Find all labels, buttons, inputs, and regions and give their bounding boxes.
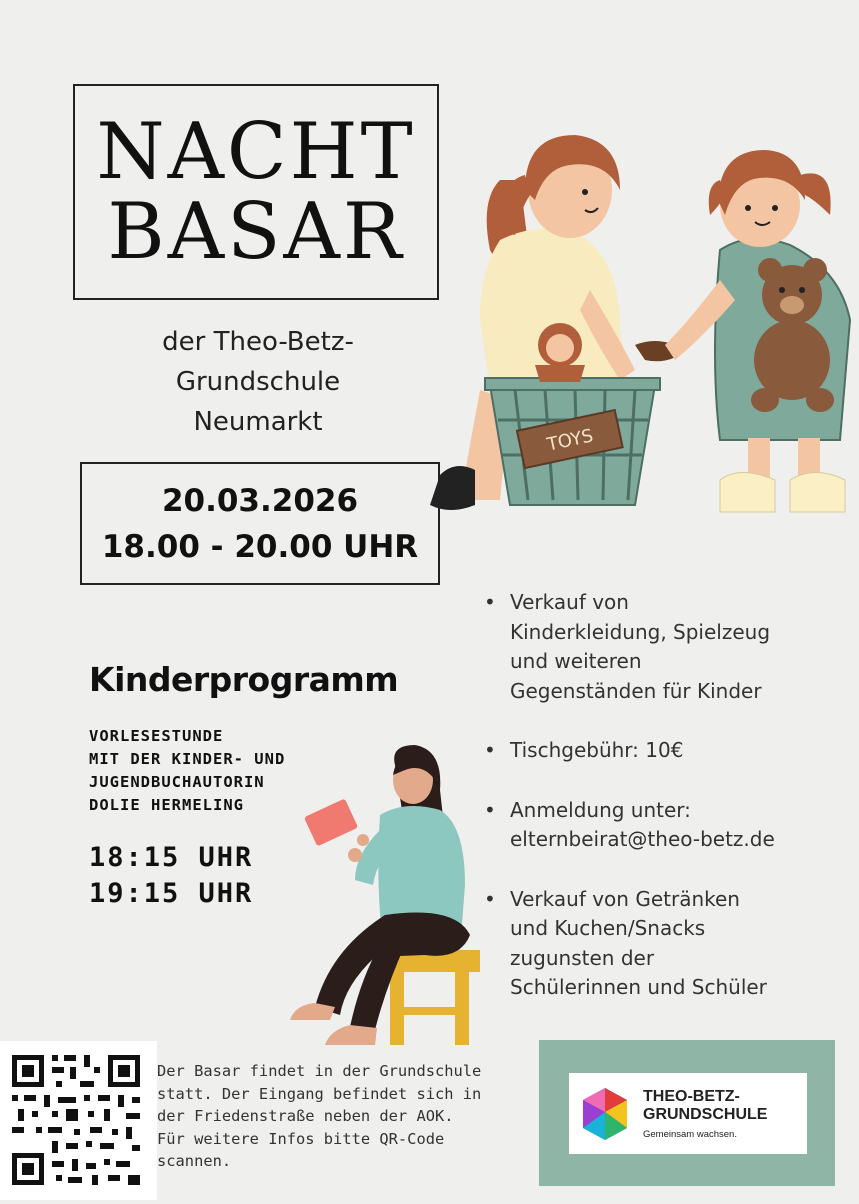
reading-line: JUGENDBUCHAUTORIN bbox=[89, 773, 265, 791]
school-line-1: der Theo-Betz- bbox=[162, 327, 354, 357]
event-date: 20.03.2026 bbox=[161, 482, 359, 519]
venue-info-line: scannen. bbox=[157, 1152, 232, 1170]
school-name bbox=[90, 322, 426, 442]
reading-line: DOLIE HERMELING bbox=[89, 796, 244, 814]
qr-code-graphic bbox=[0, 1041, 157, 1200]
colorful-polyhedron-icon bbox=[575, 1084, 635, 1144]
bullet-table-fee bbox=[484, 736, 854, 766]
svg-text:TOYS: TOYS bbox=[545, 425, 596, 456]
school-line-3: Neumarkt bbox=[193, 407, 323, 437]
venue-info-line: Für weitere Infos bitte QR-Code bbox=[157, 1129, 445, 1148]
reading-time-2: 19:15 UHR bbox=[89, 878, 254, 909]
logo-name-line-1: THEO-BETZ- bbox=[643, 1087, 740, 1105]
logo-name-line-2: GRUNDSCHULE bbox=[643, 1105, 768, 1123]
bullet-refreshments bbox=[484, 885, 854, 1003]
reading-line: MIT DER KINDER- UND bbox=[89, 750, 286, 768]
woman-reading-on-stool-illustration bbox=[285, 745, 485, 1045]
info-bullet-list bbox=[484, 588, 854, 1033]
school-line-2: Grundschule bbox=[175, 367, 341, 397]
kinderprogramm-heading: Kinderprogramm bbox=[89, 660, 399, 699]
school-logo-card bbox=[569, 1073, 807, 1154]
venue-info-line: Der Basar findet in der Grundschule bbox=[157, 1062, 482, 1080]
title-box bbox=[73, 84, 439, 300]
mother-child-toys-illustration bbox=[420, 120, 859, 520]
reading-line: VORLESESTUNDE bbox=[89, 727, 224, 745]
event-time: 18.00 - 20.00 UHR bbox=[101, 528, 419, 565]
title-line-2: BASAR bbox=[107, 187, 405, 277]
logo-school-name bbox=[643, 1088, 767, 1124]
bullet-line: Gegenständen für Kinder bbox=[510, 678, 762, 703]
bullet-sale bbox=[484, 588, 854, 706]
qr-code-icon[interactable] bbox=[0, 1041, 157, 1200]
bullet-line: elternbeirat@theo-betz.de bbox=[510, 827, 775, 851]
bullet-line: • Anmeldung unter: bbox=[510, 797, 691, 822]
reading-time-1: 18:15 UHR bbox=[89, 842, 254, 873]
bullet-line: Kinderkleidung, Spielzeug bbox=[510, 619, 771, 644]
venue-info-text bbox=[157, 1060, 537, 1173]
bullet-line: • Verkauf von Getränken bbox=[510, 886, 740, 911]
venue-info-line: statt. Der Eingang befindet sich in bbox=[157, 1084, 482, 1103]
bullet-line: Schülerinnen und Schüler bbox=[510, 975, 767, 999]
venue-info-line: der Friedenstraße neben der AOK. bbox=[157, 1107, 454, 1125]
date-box bbox=[80, 462, 440, 585]
bullet-line: zugunsten der bbox=[510, 945, 655, 970]
bullet-line: und weiteren bbox=[510, 649, 642, 673]
bullet-line: und Kuchen/Snacks bbox=[510, 916, 706, 940]
bullet-line: • Tischgebühr: 10€ bbox=[510, 738, 684, 762]
bullet-line: • Verkauf von bbox=[510, 590, 629, 614]
title-line-1: NACHT bbox=[96, 107, 416, 197]
bullet-registration bbox=[484, 796, 854, 855]
logo-tagline: Gemeinsam wachsen. bbox=[643, 1128, 737, 1140]
school-logo-panel bbox=[539, 1040, 835, 1186]
